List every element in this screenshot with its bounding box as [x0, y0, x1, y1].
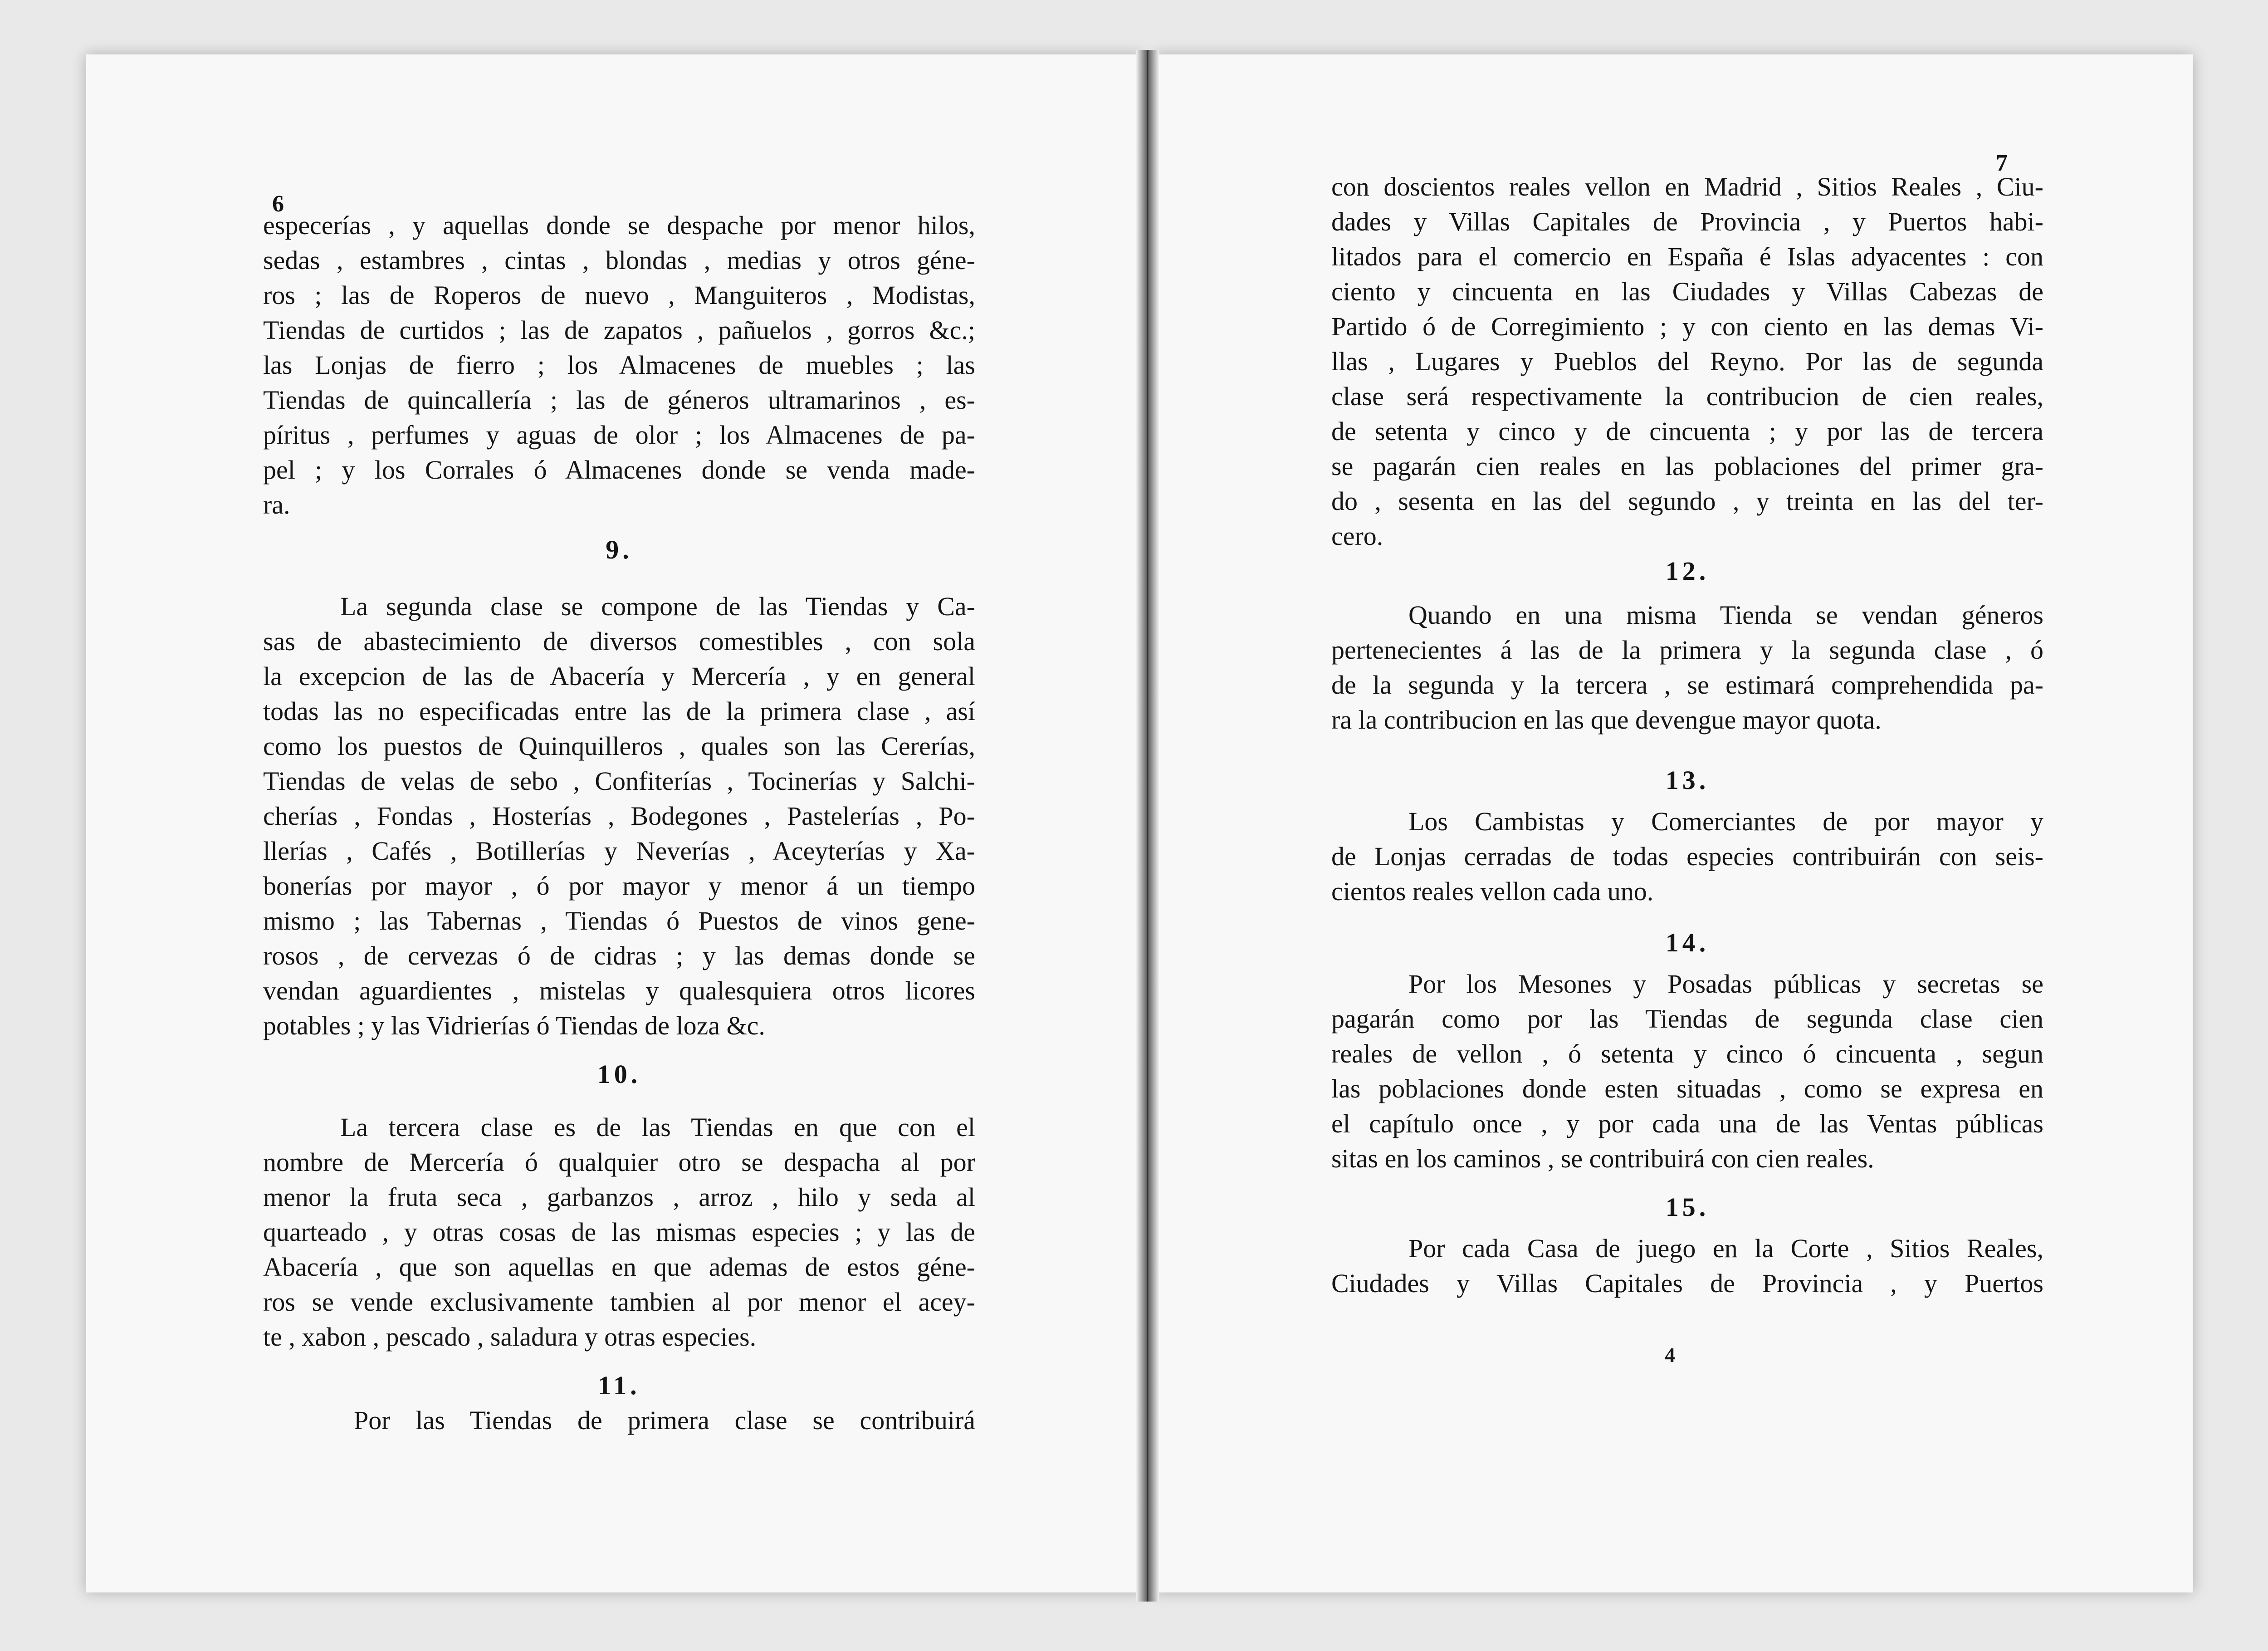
text-line: reales de vellon , ó setenta y cinco ó cincuenta , segun: [1331, 1039, 2043, 1068]
text-line: como los puestos de Quinquilleros , quales son las Cererías,: [263, 731, 975, 761]
text-line: Tiendas de quincallería ; las de géneros ultramarinos , es-: [263, 385, 975, 415]
text-line: menor la fruta seca , garbanzos , arroz , hilo y seda al: [263, 1182, 975, 1212]
text-line: rosos , de cervezas ó de cidras ; y las demas donde se: [263, 941, 975, 970]
text-line: potables ; y las Vidrierías ó Tiendas de loza &c.: [263, 1011, 765, 1040]
right-page-number: 7: [1996, 150, 2008, 176]
text-line: sas de abastecimiento de diversos comestibles , con sola: [263, 627, 975, 656]
text-line: llas , Lugares y Pueblos del Reyno. Por las de segunda: [1331, 347, 2043, 376]
text-line: litados para el comercio en España é Islas adyacentes : con: [1331, 242, 2043, 271]
section-number-15: 15.: [1665, 1192, 1710, 1222]
text-line: sedas , estambres , cintas , blondas , medias y otros géne-: [263, 245, 975, 275]
text-line: vendan aguardientes , mistelas y qualesquiera otros licores: [263, 976, 975, 1005]
section-number-10: 10.: [597, 1059, 641, 1089]
text-line: las Lonjas de fierro ; los Almacenes de muebles ; las: [263, 350, 975, 380]
section-number-13: 13.: [1665, 765, 1710, 795]
paragraph-12: [1331, 598, 2043, 737]
text-line: Ciudades y Villas Capitales de Provincia , y Puertos: [1331, 1269, 2043, 1298]
text-line: ros se vende exclusivamente tambien al por menor el acey-: [263, 1287, 975, 1317]
text-line: las poblaciones donde esten situadas , como se expresa en: [1331, 1074, 2043, 1103]
text-line: ra.: [263, 490, 290, 519]
text-line: cientos reales vellon cada uno.: [1331, 877, 1654, 906]
text-line: La tercera clase es de las Tiendas en que con el: [340, 1112, 975, 1142]
text-line: sitas en los caminos , se contribuirá con cien reales.: [1331, 1144, 1874, 1173]
text-line: Tiendas de curtidos ; las de zapatos , pañuelos , gorros &c.;: [263, 315, 975, 345]
text-line: con doscientos reales vellon en Madrid , Sitios Reales , Ciu-: [1331, 172, 2043, 201]
paragraph-13: [1331, 804, 2043, 909]
text-line: Por cada Casa de juego en la Corte , Sitios Reales,: [1408, 1234, 2043, 1263]
section-number-9: 9.: [606, 535, 633, 564]
paragraph-8-end: [263, 208, 975, 522]
section-number-14: 14.: [1665, 928, 1710, 957]
text-line: te , xabon , pescado , saladura y otras especies.: [263, 1322, 757, 1352]
text-line: cero.: [1331, 521, 1383, 551]
text-line: de setenta y cinco y de cincuenta ; y por las de tercera: [1331, 416, 2043, 446]
text-line: ros ; las de Roperos de nuevo , Manguiteros , Modistas,: [263, 280, 975, 310]
text-line: el capítulo once , y por cada una de las Ventas públicas: [1331, 1109, 2043, 1138]
text-line: dades y Villas Capitales de Provincia , y Puertos habi-: [1331, 207, 2043, 236]
paragraph-15: [1331, 1231, 2043, 1301]
paragraph-10: [263, 1110, 975, 1354]
text-line: Partido ó de Corregimiento ; y con ciento en las demas Vi-: [1331, 312, 2043, 341]
text-line: ra la contribucion en las que devengue mayor quota.: [1331, 705, 1882, 735]
text-line: de Lonjas cerradas de todas especies contribuirán con seis-: [1331, 842, 2043, 871]
section-number-12: 12.: [1665, 556, 1710, 586]
text-line: pel ; y los Corrales ó Almacenes donde se venda made-: [263, 455, 975, 485]
text-line: la excepcion de las de Abacería y Mercería , y en general: [263, 661, 975, 691]
text-line: pertenecientes á las de la primera y la segunda clase , ó: [1331, 635, 2043, 665]
text-line: Los Cambistas y Comerciantes de por mayor y: [1408, 807, 2043, 836]
paragraph-11-start: [263, 1403, 975, 1438]
text-line: píritus , perfumes y aguas de olor ; los Almacenes de pa-: [263, 420, 975, 450]
text-line: mismo ; las Tabernas , Tiendas ó Puestos de vinos gene-: [263, 906, 975, 936]
text-line: especerías , y aquellas donde se despache por menor hilos,: [263, 211, 975, 240]
text-line: de la segunda y la tercera , se estimará comprehendida pa-: [1331, 670, 2043, 700]
text-line: cherías , Fondas , Hosterías , Bodegones , Pastelerías , Po-: [263, 801, 975, 831]
paragraph-14: [1331, 966, 2043, 1176]
text-line: ciento y cincuenta en las Ciudades y Villas Cabezas de: [1331, 277, 2043, 306]
text-line: do , sesenta en las del segundo , y treinta en las del ter-: [1331, 486, 2043, 516]
text-line: Abacería , que son aquellas en que ademas de estos géne-: [263, 1252, 975, 1282]
book-gutter: [1136, 50, 1159, 1602]
section-number-11: 11.: [598, 1371, 640, 1400]
signature-mark: 4: [1665, 1343, 1675, 1367]
paragraph-9: [263, 589, 975, 1043]
text-line: nombre de Mercería ó qualquier otro se despacha al por: [263, 1147, 975, 1177]
text-line: Quando en una misma Tienda se vendan géneros: [1408, 600, 2043, 630]
text-line: Tiendas de velas de sebo , Confiterías , Tocinerías y Salchi-: [263, 766, 975, 796]
text-line: llerías , Cafés , Botillerías y Neverías , Aceyterías y Xa-: [263, 836, 975, 866]
paragraph-11-end: [1331, 169, 2043, 554]
text-line: se pagarán cien reales en las poblaciones del primer gra-: [1331, 451, 2043, 481]
text-line: Por los Mesones y Posadas públicas y secretas se: [1408, 969, 2043, 999]
text-line: pagarán como por las Tiendas de segunda clase cien: [1331, 1004, 2043, 1034]
left-page-text: [263, 208, 975, 1438]
right-page-text: [1331, 169, 2043, 1301]
text-line: quarteado , y otras cosas de las mismas especies ; y las de: [263, 1217, 975, 1247]
text-line: Por las Tiendas de primera clase se contribuirá: [354, 1406, 975, 1435]
text-line: La segunda clase se compone de las Tiendas y Ca-: [340, 592, 975, 621]
text-line: clase será respectivamente la contribucion de cien reales,: [1331, 382, 2043, 411]
text-line: todas las no especificadas entre las de la primera clase , así: [263, 696, 975, 726]
text-line: bonerías por mayor , ó por mayor y menor á un tiempo: [263, 871, 975, 901]
left-page-number: 6: [272, 191, 284, 217]
